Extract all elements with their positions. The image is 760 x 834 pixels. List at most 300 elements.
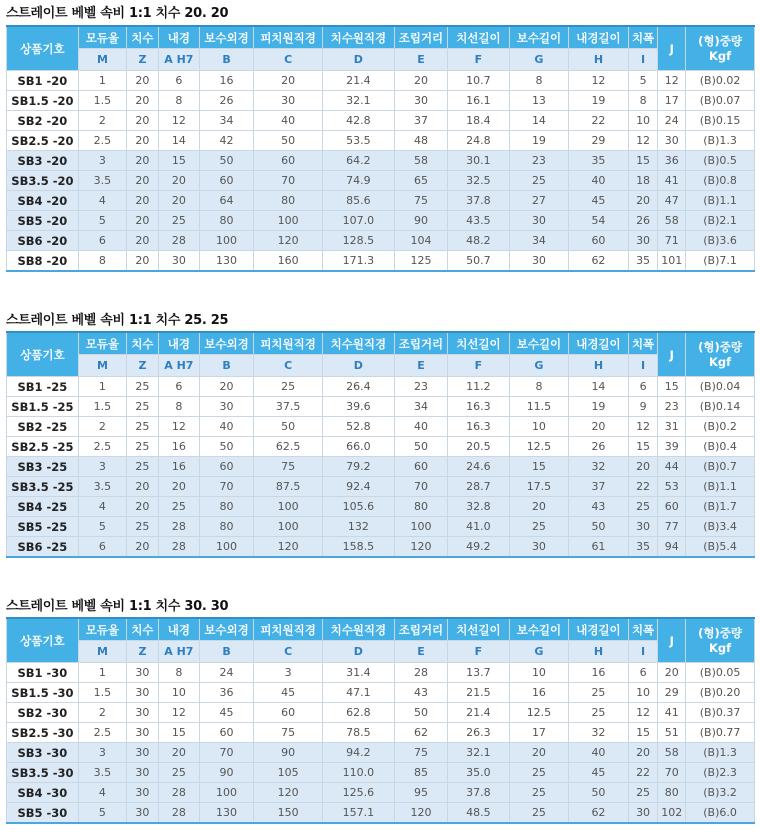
value-cell: 24 xyxy=(658,111,686,131)
value-cell: 3 xyxy=(78,457,126,477)
value-cell: 5 xyxy=(78,517,126,537)
value-cell: 100 xyxy=(254,211,323,231)
value-cell: 30 xyxy=(628,803,658,824)
table-row xyxy=(7,683,755,703)
weight-header xyxy=(686,618,755,663)
value-cell: 20 xyxy=(127,111,159,131)
value-cell: 75 xyxy=(254,457,323,477)
column-header: 피치원직경 xyxy=(254,332,323,355)
column-header: 보수길이 xyxy=(509,332,569,355)
value-cell: 20 xyxy=(127,497,159,517)
value-cell: 28 xyxy=(158,517,199,537)
value-cell: 39.6 xyxy=(322,397,394,417)
value-cell: 4 xyxy=(78,783,126,803)
column-symbol: E xyxy=(394,49,447,71)
value-cell: 30 xyxy=(394,91,447,111)
value-cell: (B)0.20 xyxy=(686,683,755,703)
value-cell: 3 xyxy=(254,663,323,683)
value-cell: 45 xyxy=(569,191,629,211)
weight-header-unit: Kgf xyxy=(708,48,732,63)
value-cell: 37.8 xyxy=(448,783,510,803)
value-cell: 58 xyxy=(658,743,686,763)
value-cell: 77 xyxy=(658,517,686,537)
code-header: 상품기호 xyxy=(7,332,79,377)
j-header: J xyxy=(658,618,686,663)
value-cell: 100 xyxy=(199,783,253,803)
value-cell: 60 xyxy=(254,703,323,723)
table-row xyxy=(7,171,755,191)
value-cell: 60 xyxy=(569,231,629,251)
value-cell: 15 xyxy=(158,151,199,171)
value-cell: 52.8 xyxy=(322,417,394,437)
value-cell: 100 xyxy=(199,231,253,251)
value-cell: 10 xyxy=(158,683,199,703)
value-cell: (B)6.0 xyxy=(686,803,755,824)
column-header: 치수 xyxy=(127,332,159,355)
value-cell: 31.4 xyxy=(322,663,394,683)
column-header: 내경 xyxy=(158,618,199,641)
column-header: 보수길이 xyxy=(509,26,569,49)
value-cell: 100 xyxy=(254,497,323,517)
column-header: 치수 xyxy=(127,26,159,49)
value-cell: 31 xyxy=(658,417,686,437)
value-cell: 90 xyxy=(394,211,447,231)
column-header: 피치원직경 xyxy=(254,26,323,49)
value-cell: 30 xyxy=(127,803,159,824)
value-cell: 15 xyxy=(658,377,686,397)
value-cell: 28 xyxy=(158,537,199,558)
product-code-cell: SB2.5 -25 xyxy=(7,437,79,457)
header-row xyxy=(7,26,755,49)
column-symbol: C xyxy=(254,49,323,71)
table-row xyxy=(7,517,755,537)
value-cell: 45 xyxy=(254,683,323,703)
value-cell: 43.5 xyxy=(448,211,510,231)
table-row xyxy=(7,723,755,743)
value-cell: 35.0 xyxy=(448,763,510,783)
value-cell: 10.7 xyxy=(448,71,510,91)
value-cell: 51 xyxy=(658,723,686,743)
column-symbol: I xyxy=(628,641,658,663)
value-cell: 70 xyxy=(199,743,253,763)
value-cell: 150 xyxy=(254,803,323,824)
table-row xyxy=(7,497,755,517)
value-cell: (B)1.7 xyxy=(686,497,755,517)
value-cell: 11.2 xyxy=(448,377,510,397)
symbol-row xyxy=(7,49,755,71)
value-cell: 30 xyxy=(127,743,159,763)
weight-header-unit: Kgf xyxy=(708,354,732,369)
value-cell: 16 xyxy=(158,457,199,477)
value-cell: 60 xyxy=(199,457,253,477)
value-cell: 157.1 xyxy=(322,803,394,824)
value-cell: 28 xyxy=(394,663,447,683)
product-code-cell: SB5 -30 xyxy=(7,803,79,824)
value-cell: 92.4 xyxy=(322,477,394,497)
value-cell: 18 xyxy=(628,171,658,191)
column-header: 치선길이 xyxy=(448,618,510,641)
column-header: 모듀울 xyxy=(78,332,126,355)
value-cell: 20 xyxy=(509,497,569,517)
value-cell: 60 xyxy=(199,723,253,743)
column-symbol: E xyxy=(394,641,447,663)
value-cell: 36 xyxy=(199,683,253,703)
value-cell: (B)2.3 xyxy=(686,763,755,783)
column-symbol: Z xyxy=(127,355,159,377)
product-code-cell: SB3 -20 xyxy=(7,151,79,171)
value-cell: 26.3 xyxy=(448,723,510,743)
column-symbol: D xyxy=(322,49,394,71)
column-header: 치폭 xyxy=(628,26,658,49)
value-cell: 24 xyxy=(199,663,253,683)
header-row xyxy=(7,618,755,641)
value-cell: 6 xyxy=(628,663,658,683)
value-cell: 1.5 xyxy=(78,397,126,417)
value-cell: 171.3 xyxy=(322,251,394,272)
value-cell: 25 xyxy=(254,377,323,397)
value-cell: 19 xyxy=(569,91,629,111)
table-row xyxy=(7,377,755,397)
value-cell: 30 xyxy=(254,91,323,111)
column-header: 피치원직경 xyxy=(254,618,323,641)
value-cell: 19 xyxy=(569,397,629,417)
column-header: 치폭 xyxy=(628,332,658,355)
product-code-cell: SB4 -20 xyxy=(7,191,79,211)
value-cell: 53 xyxy=(658,477,686,497)
value-cell: 12 xyxy=(158,703,199,723)
value-cell: 18.4 xyxy=(448,111,510,131)
value-cell: 40 xyxy=(254,111,323,131)
value-cell: 32.8 xyxy=(448,497,510,517)
value-cell: 16 xyxy=(199,71,253,91)
value-cell: 70 xyxy=(254,171,323,191)
weight-header xyxy=(686,26,755,71)
value-cell: 11.5 xyxy=(509,397,569,417)
value-cell: 16 xyxy=(158,437,199,457)
table-row xyxy=(7,783,755,803)
product-code-cell: SB2.5 -20 xyxy=(7,131,79,151)
value-cell: 28 xyxy=(158,803,199,824)
value-cell: 8 xyxy=(628,91,658,111)
value-cell: 37 xyxy=(569,477,629,497)
value-cell: 28.7 xyxy=(448,477,510,497)
value-cell: 34 xyxy=(394,397,447,417)
value-cell: 1 xyxy=(78,663,126,683)
value-cell: 30 xyxy=(509,211,569,231)
value-cell: 32 xyxy=(569,457,629,477)
value-cell: 71 xyxy=(658,231,686,251)
table-row xyxy=(7,91,755,111)
value-cell: 130 xyxy=(199,251,253,272)
column-header: 치수원직경 xyxy=(322,26,394,49)
value-cell: 20 xyxy=(127,211,159,231)
value-cell: 25 xyxy=(158,763,199,783)
product-code-cell: SB6 -20 xyxy=(7,231,79,251)
value-cell: 50 xyxy=(569,783,629,803)
spec-table xyxy=(6,331,755,558)
value-cell: (B)3.4 xyxy=(686,517,755,537)
column-header: 내경 xyxy=(158,332,199,355)
product-code-cell: SB2 -20 xyxy=(7,111,79,131)
value-cell: 10 xyxy=(509,417,569,437)
value-cell: 61 xyxy=(569,537,629,558)
value-cell: 23 xyxy=(509,151,569,171)
value-cell: 50 xyxy=(254,417,323,437)
column-symbol: E xyxy=(394,355,447,377)
column-header: 보수외경 xyxy=(199,26,253,49)
value-cell: 44 xyxy=(658,457,686,477)
column-symbol: G xyxy=(509,49,569,71)
value-cell: 12.5 xyxy=(509,437,569,457)
value-cell: 2.5 xyxy=(78,437,126,457)
value-cell: 120 xyxy=(394,537,447,558)
value-cell: 34 xyxy=(199,111,253,131)
value-cell: 120 xyxy=(394,803,447,824)
value-cell: 29 xyxy=(658,683,686,703)
value-cell: 80 xyxy=(199,517,253,537)
weight-header-label: (형)중량 xyxy=(698,625,742,640)
value-cell: 40 xyxy=(199,417,253,437)
table-row xyxy=(7,111,755,131)
value-cell: 40 xyxy=(569,171,629,191)
value-cell: 125.6 xyxy=(322,783,394,803)
value-cell: 62.5 xyxy=(254,437,323,457)
value-cell: 20 xyxy=(127,71,159,91)
value-cell: 78.5 xyxy=(322,723,394,743)
value-cell: 20 xyxy=(127,251,159,272)
value-cell: 160 xyxy=(254,251,323,272)
table-row xyxy=(7,251,755,272)
value-cell: 120 xyxy=(254,783,323,803)
value-cell: 75 xyxy=(254,723,323,743)
value-cell: 16.3 xyxy=(448,417,510,437)
value-cell: (B)0.37 xyxy=(686,703,755,723)
value-cell: 2 xyxy=(78,417,126,437)
value-cell: 16 xyxy=(509,683,569,703)
value-cell: 20 xyxy=(394,71,447,91)
weight-header-label: (형)중량 xyxy=(698,33,742,48)
symbol-row xyxy=(7,355,755,377)
value-cell: 10 xyxy=(628,111,658,131)
value-cell: 22 xyxy=(628,477,658,497)
column-header: 내경길이 xyxy=(569,26,629,49)
value-cell: 20 xyxy=(628,457,658,477)
value-cell: 60 xyxy=(658,497,686,517)
product-code-cell: SB1 -30 xyxy=(7,663,79,683)
value-cell: 20 xyxy=(127,91,159,111)
column-symbol: C xyxy=(254,355,323,377)
column-header: 내경길이 xyxy=(569,618,629,641)
value-cell: 2 xyxy=(78,111,126,131)
product-code-cell: SB3.5 -25 xyxy=(7,477,79,497)
table-row xyxy=(7,211,755,231)
value-cell: 42.8 xyxy=(322,111,394,131)
value-cell: 12 xyxy=(628,131,658,151)
value-cell: (B)5.4 xyxy=(686,537,755,558)
table-row xyxy=(7,191,755,211)
value-cell: 79.2 xyxy=(322,457,394,477)
value-cell: 70 xyxy=(199,477,253,497)
value-cell: 16.3 xyxy=(448,397,510,417)
value-cell: 36 xyxy=(658,151,686,171)
column-header: 모듀울 xyxy=(78,618,126,641)
value-cell: 105.6 xyxy=(322,497,394,517)
value-cell: 4 xyxy=(78,497,126,517)
value-cell: 35 xyxy=(569,151,629,171)
column-header: 모듀울 xyxy=(78,26,126,49)
value-cell: 25 xyxy=(509,517,569,537)
value-cell: 30.1 xyxy=(448,151,510,171)
value-cell: 20 xyxy=(658,663,686,683)
value-cell: 80 xyxy=(394,497,447,517)
value-cell: 37.8 xyxy=(448,191,510,211)
table-row xyxy=(7,703,755,723)
value-cell: 12.5 xyxy=(509,703,569,723)
value-cell: 30 xyxy=(509,251,569,272)
value-cell: 50 xyxy=(569,517,629,537)
value-cell: 30 xyxy=(628,517,658,537)
value-cell: 80 xyxy=(254,191,323,211)
value-cell: 48.2 xyxy=(448,231,510,251)
column-symbol: M xyxy=(78,355,126,377)
value-cell: 15 xyxy=(628,723,658,743)
column-symbol: F xyxy=(448,641,510,663)
value-cell: 32.1 xyxy=(322,91,394,111)
value-cell: 42 xyxy=(199,131,253,151)
value-cell: 105 xyxy=(254,763,323,783)
value-cell: (B)0.15 xyxy=(686,111,755,131)
table-row xyxy=(7,803,755,824)
value-cell: 28 xyxy=(158,231,199,251)
value-cell: 13.7 xyxy=(448,663,510,683)
column-symbol: D xyxy=(322,355,394,377)
value-cell: 37.5 xyxy=(254,397,323,417)
product-code-cell: SB5 -25 xyxy=(7,517,79,537)
value-cell: 20 xyxy=(628,191,658,211)
value-cell: (B)0.5 xyxy=(686,151,755,171)
value-cell: (B)0.02 xyxy=(686,71,755,91)
value-cell: 12 xyxy=(158,111,199,131)
value-cell: 35 xyxy=(628,537,658,558)
value-cell: 26 xyxy=(628,211,658,231)
column-symbol: H xyxy=(569,641,629,663)
value-cell: 50 xyxy=(394,703,447,723)
column-symbol: D xyxy=(322,641,394,663)
value-cell: 2 xyxy=(78,703,126,723)
column-symbol: B xyxy=(199,641,253,663)
value-cell: 25 xyxy=(628,497,658,517)
value-cell: 20 xyxy=(628,743,658,763)
value-cell: 158.5 xyxy=(322,537,394,558)
column-header: 치수원직경 xyxy=(322,332,394,355)
value-cell: 19 xyxy=(509,131,569,151)
value-cell: (B)0.07 xyxy=(686,91,755,111)
value-cell: 12 xyxy=(628,703,658,723)
value-cell: 5 xyxy=(78,211,126,231)
column-symbol: F xyxy=(448,49,510,71)
value-cell: (B)3.2 xyxy=(686,783,755,803)
table-row xyxy=(7,231,755,251)
value-cell: 21.4 xyxy=(322,71,394,91)
column-symbol: H xyxy=(569,355,629,377)
product-code-cell: SB3 -25 xyxy=(7,457,79,477)
value-cell: 50 xyxy=(394,437,447,457)
value-cell: 30 xyxy=(127,663,159,683)
product-code-cell: SB1.5 -25 xyxy=(7,397,79,417)
value-cell: 17 xyxy=(509,723,569,743)
value-cell: 25 xyxy=(569,703,629,723)
table-row xyxy=(7,763,755,783)
column-symbol: I xyxy=(628,355,658,377)
value-cell: 90 xyxy=(254,743,323,763)
value-cell: 25 xyxy=(127,397,159,417)
value-cell: 60 xyxy=(394,457,447,477)
product-code-cell: SB5 -20 xyxy=(7,211,79,231)
column-symbol: H xyxy=(569,49,629,71)
table-row xyxy=(7,457,755,477)
value-cell: 29 xyxy=(569,131,629,151)
value-cell: 10 xyxy=(628,683,658,703)
product-code-cell: SB1 -20 xyxy=(7,71,79,91)
value-cell: 28 xyxy=(158,783,199,803)
value-cell: 30 xyxy=(658,131,686,151)
value-cell: 39 xyxy=(658,437,686,457)
value-cell: 32 xyxy=(569,723,629,743)
value-cell: 50 xyxy=(199,437,253,457)
value-cell: 120 xyxy=(254,231,323,251)
value-cell: 20 xyxy=(127,537,159,558)
value-cell: 66.0 xyxy=(322,437,394,457)
value-cell: 20 xyxy=(158,743,199,763)
j-header: J xyxy=(658,332,686,377)
table-row xyxy=(7,151,755,171)
product-code-cell: SB1.5 -30 xyxy=(7,683,79,703)
column-header: 치수 xyxy=(127,618,159,641)
value-cell: 10 xyxy=(509,663,569,683)
value-cell: 16.1 xyxy=(448,91,510,111)
section-title: 스트레이트 베벨 속비 1:1 치수 30. 30 xyxy=(6,599,229,614)
value-cell: 40 xyxy=(569,743,629,763)
table-row xyxy=(7,477,755,497)
column-symbol: I xyxy=(628,49,658,71)
value-cell: 48.5 xyxy=(448,803,510,824)
value-cell: (B)3.6 xyxy=(686,231,755,251)
column-symbol: A H7 xyxy=(158,641,199,663)
section-title: 스트레이트 베벨 속비 1:1 치수 25. 25 xyxy=(6,313,229,328)
value-cell: 62 xyxy=(394,723,447,743)
product-code-cell: SB4 -25 xyxy=(7,497,79,517)
value-cell: 8 xyxy=(509,377,569,397)
value-cell: (B)0.77 xyxy=(686,723,755,743)
value-cell: (B)0.04 xyxy=(686,377,755,397)
column-symbol: Z xyxy=(127,49,159,71)
value-cell: 20 xyxy=(127,131,159,151)
value-cell: 20 xyxy=(569,417,629,437)
product-code-cell: SB1.5 -20 xyxy=(7,91,79,111)
value-cell: 34 xyxy=(509,231,569,251)
value-cell: 58 xyxy=(658,211,686,231)
value-cell: (B)0.05 xyxy=(686,663,755,683)
value-cell: 20 xyxy=(199,377,253,397)
column-symbol: C xyxy=(254,641,323,663)
column-symbol: M xyxy=(78,641,126,663)
spec-table xyxy=(6,617,755,824)
value-cell: 65 xyxy=(394,171,447,191)
value-cell: 15 xyxy=(509,457,569,477)
value-cell: 53.5 xyxy=(322,131,394,151)
value-cell: 85.6 xyxy=(322,191,394,211)
value-cell: 25 xyxy=(509,783,569,803)
